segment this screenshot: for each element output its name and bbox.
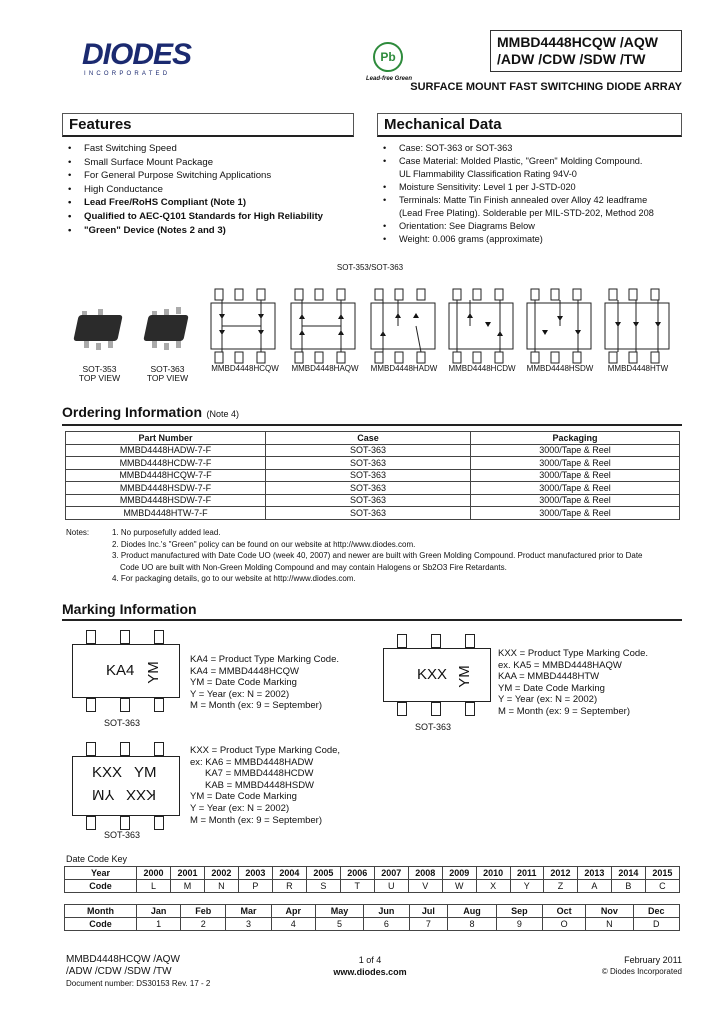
code-cell: P — [238, 880, 272, 893]
cell: 3000/Tape & Reel — [471, 457, 680, 470]
marking-ym: YM — [144, 661, 162, 684]
cell: 3000/Tape & Reel — [471, 507, 680, 520]
marking-line: Y = Year (ex: N = 2002) — [190, 802, 290, 814]
lead-free-label: Lead-free Green — [366, 76, 413, 82]
code-cell: V — [408, 880, 442, 893]
marking-ym: YM — [134, 764, 157, 781]
code-cell: 2001 — [170, 867, 204, 880]
logo-subtitle: INCORPORATED — [84, 71, 171, 77]
marking-chip-2 — [383, 634, 493, 734]
code-cell: Mar — [226, 905, 271, 918]
mech-item: • Case Material: Molded Plastic, "Green" Molding Compound. — [377, 155, 682, 168]
footer-center — [330, 954, 410, 978]
datecode-title: Date Code Key — [66, 854, 128, 864]
diagram-label: MMBD4448HAQW — [291, 364, 359, 373]
code-cell: 2013 — [577, 867, 611, 880]
note-item: Code UO are built with Non-Green Molding Compound and may contain Halogens or Sb2O3 Fire Retardants. — [120, 562, 507, 572]
note-item: 4. For packaging details, go to our website at http://www.diodes.com. — [112, 574, 356, 583]
marking-line: YM = Date Code Marking — [190, 791, 297, 803]
code-cell: Jul — [409, 905, 448, 918]
pb-free-icon: Pb — [373, 42, 403, 72]
cell: SOT-363 — [266, 507, 471, 520]
feature-item: • "Green" Device (Notes 2 and 3) — [62, 224, 354, 238]
code-cell: A — [577, 880, 611, 893]
note-item: 1. No purposefully added lead. — [112, 528, 221, 537]
features-title: Features — [62, 113, 354, 137]
code-cell: O — [543, 918, 586, 931]
footer-page: 1 of 4 — [358, 955, 382, 965]
ordering-title: Ordering Information — [62, 404, 202, 420]
cell: MMBD4448HCDW-7-F — [66, 457, 266, 470]
feature-item: • High Conductance — [62, 183, 354, 197]
col-header: Case — [266, 432, 471, 445]
marking-line: YM = Date Code Marking — [498, 682, 605, 694]
code-cell: 5 — [315, 918, 363, 931]
code-cell: 2007 — [374, 867, 408, 880]
month-row — [65, 905, 680, 918]
title-line-2: /ADW /CDW /SDW /TW — [497, 51, 646, 67]
marking-chip-3 — [72, 742, 182, 842]
marking-line: KA7 = MMBD4448HCDW — [205, 768, 314, 780]
cell: MMBD4448HADW-7-F — [66, 444, 266, 457]
cell: MMBD4448HSDW-7-F — [66, 494, 266, 507]
part-title-box — [490, 30, 682, 72]
mech-item: • Weight: 0.006 grams (approximate) — [377, 233, 682, 246]
notes-label: Notes: — [66, 528, 90, 537]
cell: SOT-363 — [266, 457, 471, 470]
code-cell: Aug — [448, 905, 496, 918]
marking-line: Y = Year (ex: N = 2002) — [190, 688, 290, 700]
diagram-label: MMBD4448HSDW — [526, 364, 594, 373]
code-cell: Sep — [496, 905, 542, 918]
mechanical-list — [377, 142, 682, 246]
marking-pkg: SOT-363 — [104, 718, 141, 728]
diagram-label: MMBD4448HCDW — [448, 364, 516, 373]
cell: SOT-363 — [266, 444, 471, 457]
mech-item: UL Flammability Classification Rating 94V-0 — [399, 169, 577, 179]
cell: 3000/Tape & Reel — [471, 469, 680, 482]
feature-item: • Fast Switching Speed — [62, 142, 354, 156]
code-cell: 8 — [448, 918, 496, 931]
marking-line: Y = Year (ex: N = 2002) — [498, 694, 598, 706]
table-header-row — [66, 432, 680, 445]
footer-copyright: © Diodes Incorporated — [601, 967, 682, 976]
code-cell: Z — [543, 880, 577, 893]
mech-item: • Terminals: Matte Tin Finish annealed over Alloy 42 leadframe — [377, 194, 682, 207]
package-caption: SOT-353/SOT-363 — [336, 263, 404, 272]
code-cell: 2 — [181, 918, 226, 931]
col-header: Part Number — [66, 432, 266, 445]
code-cell: 2014 — [611, 867, 645, 880]
ordering-header — [62, 404, 682, 426]
month-code-table — [64, 904, 680, 931]
feature-item: • Qualified to AEC-Q101 Standards for High Reliability — [62, 210, 354, 224]
cell: SOT-363 — [266, 469, 471, 482]
code-cell: 2009 — [442, 867, 476, 880]
mech-item: • Moisture Sensitivity: Level 1 per J-STD-020 — [377, 181, 682, 194]
diagram-label: MMBD4448HTW — [607, 364, 669, 373]
marking-ym: YM — [455, 665, 473, 688]
diagram-label: MMBD4448HADW — [370, 364, 438, 373]
page-subtitle: SURFACE MOUNT FAST SWITCHING DIODE ARRAY — [410, 81, 682, 93]
code-cell: 2010 — [476, 867, 510, 880]
cell: SOT-363 — [266, 494, 471, 507]
code-cell: C — [645, 880, 679, 893]
code-cell: 2005 — [306, 867, 340, 880]
sot353-image — [70, 305, 130, 365]
notes-list — [112, 527, 682, 585]
code-cell: D — [633, 918, 679, 931]
code-cell: Dec — [633, 905, 679, 918]
code-cell: 2004 — [272, 867, 306, 880]
code-cell: 2012 — [543, 867, 577, 880]
footer-part-line: /ADW /CDW /SDW /TW — [66, 966, 172, 977]
year-row — [65, 867, 680, 880]
code-cell: May — [315, 905, 363, 918]
marking-desc-1 — [190, 654, 339, 712]
marking-line: ex: KA6 = MMBD4448HADW — [190, 756, 314, 768]
code-cell: R — [272, 880, 306, 893]
table-row — [66, 482, 680, 495]
code-cell: 2011 — [510, 867, 543, 880]
features-list — [62, 142, 354, 237]
sot363-name: SOT-363 — [150, 364, 185, 374]
footer-right — [560, 954, 682, 978]
marking-desc-2 — [498, 648, 648, 718]
sot353-topview: TOP VIEW — [78, 373, 121, 383]
cell: SOT-363 — [266, 482, 471, 495]
sot363-label — [140, 365, 195, 383]
diagram-label: MMBD4448HCQW — [211, 364, 279, 373]
mechanical-title: Mechanical Data — [377, 113, 682, 137]
marking-line: KXX = Product Type Marking Code, — [190, 745, 341, 756]
feature-item: • Lead Free/RoHS Compliant (Note 1) — [62, 196, 354, 210]
code-cell: 2000 — [137, 867, 171, 880]
sot353-name: SOT-353 — [82, 364, 117, 374]
code-cell: 2003 — [238, 867, 272, 880]
code-label: Code — [65, 918, 137, 931]
cell: 3000/Tape & Reel — [471, 494, 680, 507]
code-cell: X — [476, 880, 510, 893]
cell: MMBD4448HCQW-7-F — [66, 469, 266, 482]
year-label: Year — [65, 867, 137, 880]
marking-code-rotated: KXX — [126, 786, 157, 803]
table-row — [66, 469, 680, 482]
mech-item: • Orientation: See Diagrams Below — [377, 220, 682, 233]
month-label: Month — [65, 905, 137, 918]
cell: 3000/Tape & Reel — [471, 444, 680, 457]
marking-code: KA4 — [106, 662, 135, 679]
marking-line: KA4 = MMBD4448HCQW — [190, 665, 300, 677]
pinout-diagrams — [205, 286, 683, 376]
ordering-note: (Note 4) — [206, 409, 239, 419]
code-cell: 3 — [226, 918, 271, 931]
sot353-label — [72, 365, 127, 383]
code-cell: Y — [510, 880, 543, 893]
footer-site-link[interactable]: www.diodes.com — [333, 967, 407, 977]
year-code-row — [65, 880, 680, 893]
marking-line: KA4 = Product Type Marking Code. — [190, 654, 340, 665]
code-cell: 2008 — [408, 867, 442, 880]
footer-part — [66, 954, 210, 990]
code-cell: Oct — [543, 905, 586, 918]
mechanical-section — [377, 113, 682, 246]
mech-item: (Lead Free Plating). Solderable per MIL-STD-202, Method 208 — [399, 208, 654, 218]
code-cell: 6 — [364, 918, 409, 931]
table-row — [66, 507, 680, 520]
marking-line: M = Month (ex: 9 = September) — [190, 700, 323, 712]
diodes-logo: DIODES — [82, 38, 192, 71]
code-cell: 4 — [271, 918, 315, 931]
footer-date: February 2011 — [624, 955, 682, 965]
marking-code: KXX — [417, 666, 448, 683]
title-line-1: MMBD4448HCQW /AQW — [497, 34, 659, 50]
code-cell: 9 — [496, 918, 542, 931]
marking-pkg: SOT-363 — [415, 722, 452, 732]
code-cell: Jun — [364, 905, 409, 918]
code-cell: T — [340, 880, 374, 893]
note-item: 2. Diodes Inc.'s "Green" policy can be found on our website at http://www.diodes.com. — [112, 539, 416, 549]
code-cell: Apr — [271, 905, 315, 918]
marking-code: KXX — [92, 764, 123, 781]
code-cell: Nov — [586, 905, 633, 918]
code-cell: N — [586, 918, 633, 931]
code-cell: U — [374, 880, 408, 893]
marking-desc-3 — [190, 745, 340, 826]
code-cell: 1 — [137, 918, 181, 931]
code-cell: 2002 — [204, 867, 238, 880]
sot363-image — [140, 305, 200, 365]
marking-line: M = Month (ex: 9 = September) — [498, 705, 631, 717]
code-cell: 7 — [409, 918, 448, 931]
marking-line: KXX = Product Type Marking Code. — [498, 648, 649, 659]
code-cell: Feb — [181, 905, 226, 918]
code-cell: W — [442, 880, 476, 893]
diagram-svg — [205, 286, 683, 376]
marking-chip-1 — [72, 630, 182, 730]
note-item: 3. Product manufactured with Date Code UO (week 40, 2007) and newer are built with Green Molding Compound. Product manufactured prior to Date — [112, 551, 643, 560]
code-cell: 2015 — [645, 867, 679, 880]
col-header: Packaging — [471, 432, 680, 445]
code-label: Code — [65, 880, 137, 893]
code-cell: L — [137, 880, 171, 893]
footer-part-line: MMBD4448HCQW /AQW — [66, 954, 180, 965]
diagram-labels — [205, 364, 683, 376]
code-cell: N — [204, 880, 238, 893]
ordering-table — [65, 431, 680, 520]
marking-line: M = Month (ex: 9 = September) — [190, 814, 323, 826]
features-section — [62, 113, 354, 237]
cell: 3000/Tape & Reel — [471, 482, 680, 495]
feature-item: • For General Purpose Switching Applications — [62, 169, 354, 183]
marking-pkg: SOT-363 — [104, 830, 141, 840]
marking-line: KAB = MMBD4448HSDW — [205, 779, 315, 791]
marking-line: YM = Date Code Marking — [190, 677, 297, 689]
month-code-row — [65, 918, 680, 931]
feature-item: • Small Surface Mount Package — [62, 156, 354, 170]
marking-ym-rotated: YM — [92, 786, 115, 803]
mech-item: • Case: SOT-363 or SOT-363 — [377, 142, 682, 155]
marking-line: ex. KA5 = MMBD4448HAQW — [498, 659, 622, 671]
year-code-table — [64, 866, 680, 893]
marking-line: KAA = MMBD4448HTW — [498, 671, 600, 683]
code-cell: Jan — [137, 905, 181, 918]
cell: MMBD4448HTW-7-F — [66, 507, 266, 520]
code-cell: B — [611, 880, 645, 893]
code-cell: 2006 — [340, 867, 374, 880]
cell: MMBD4448HSDW-7-F — [66, 482, 266, 495]
footer-docnum: Document number: DS30153 Rev. 17 - 2 — [66, 979, 211, 988]
sot363-topview: TOP VIEW — [146, 373, 189, 383]
table-row — [66, 444, 680, 457]
code-cell: S — [306, 880, 340, 893]
table-row — [66, 457, 680, 470]
code-cell: M — [170, 880, 204, 893]
table-row — [66, 494, 680, 507]
marking-title: Marking Information — [62, 601, 682, 621]
